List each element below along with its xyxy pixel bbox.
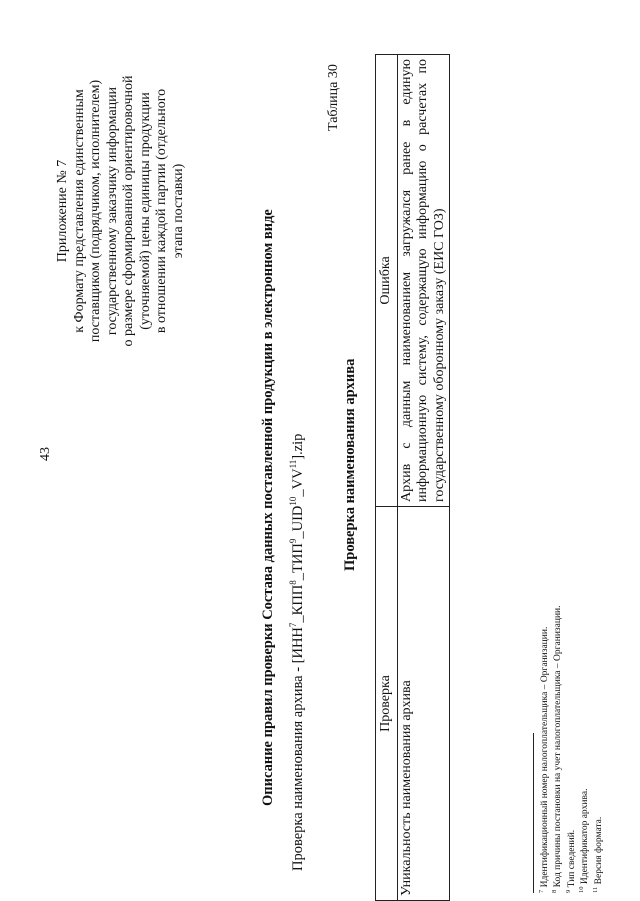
- footnote-number: 7: [538, 889, 545, 893]
- footnote: [550, 605, 563, 893]
- footnote-number: 10: [578, 886, 586, 893]
- footnote-ref: 9: [288, 538, 298, 544]
- footnote-text: Идентификационный номер налогоплательщика – Организации.: [540, 626, 551, 888]
- footnote-number: 9: [564, 889, 572, 893]
- footnote: [537, 605, 550, 893]
- appendix-line: государственному заказчику информации: [104, 86, 120, 336]
- footnotes: [537, 605, 604, 893]
- table-header-row: [376, 55, 398, 901]
- footnote-number: 11: [591, 886, 599, 893]
- column-header-check: Проверка: [376, 507, 398, 901]
- appendix-header: [55, 41, 187, 381]
- archive-name-text: _КПП: [289, 584, 306, 623]
- archive-name-text: _ТИП: [289, 543, 306, 581]
- archive-name-text: _VV: [289, 468, 306, 497]
- error-cell: Архив с данным наименованием загружался ранее в единую информационную систему, содержащую информацию о расчетах по государственному оборонному заказу (ЕИС ГОЗ): [397, 55, 450, 507]
- footnote-ref: 10: [288, 496, 298, 506]
- footnote: [591, 605, 604, 893]
- appendix-line: о размере сформированной ориентировочной: [121, 75, 136, 347]
- footnote: [564, 605, 577, 893]
- check-cell: Уникальность наименования архива: [397, 507, 450, 901]
- appendix-line: (уточняемой) цены единицы продукции: [137, 92, 153, 330]
- appendix-line: к Формату представления единственным: [71, 89, 87, 333]
- appendix-line: Приложение № 7: [55, 159, 70, 263]
- footnote-text: Версия формата.: [593, 816, 604, 885]
- archive-name-text: _UID: [289, 505, 306, 539]
- check-table: [375, 54, 450, 901]
- footnote-ref: 11: [288, 459, 298, 469]
- page-number: 43: [38, 447, 53, 461]
- page-title: Описание правил проверки Состава данных поставленной продукции в электронном виде: [260, 209, 276, 806]
- footnote-divider: [533, 733, 534, 893]
- footnote-ref: 7: [288, 622, 298, 628]
- footnote-ref: 8: [288, 580, 298, 585]
- appendix-line: поставщиком (подрядчиком, исполнителем): [88, 79, 103, 343]
- footnote: [577, 605, 590, 893]
- table-label: Таблица 30: [326, 64, 341, 131]
- footnote-number: 8: [551, 889, 559, 893]
- archive-name-text: ].zip: [289, 433, 306, 460]
- archive-name-text: Проверка наименования архива - [ИНН: [289, 627, 306, 871]
- appendix-line: в отношении каждой партии (отдельного: [154, 88, 169, 334]
- table-row: [397, 55, 450, 901]
- footnote-text: Код причины постановки на учет налогоплательщика – Организации.: [553, 605, 564, 888]
- archive-name-pattern: [288, 434, 307, 871]
- section-title: Проверка наименования архива: [342, 358, 358, 571]
- column-header-error: Ошибка: [376, 55, 398, 507]
- footnote-text: Идентификатор архива.: [580, 788, 591, 885]
- footnote-text: Тип сведений.: [567, 829, 578, 888]
- appendix-line: этапа поставки): [170, 163, 186, 259]
